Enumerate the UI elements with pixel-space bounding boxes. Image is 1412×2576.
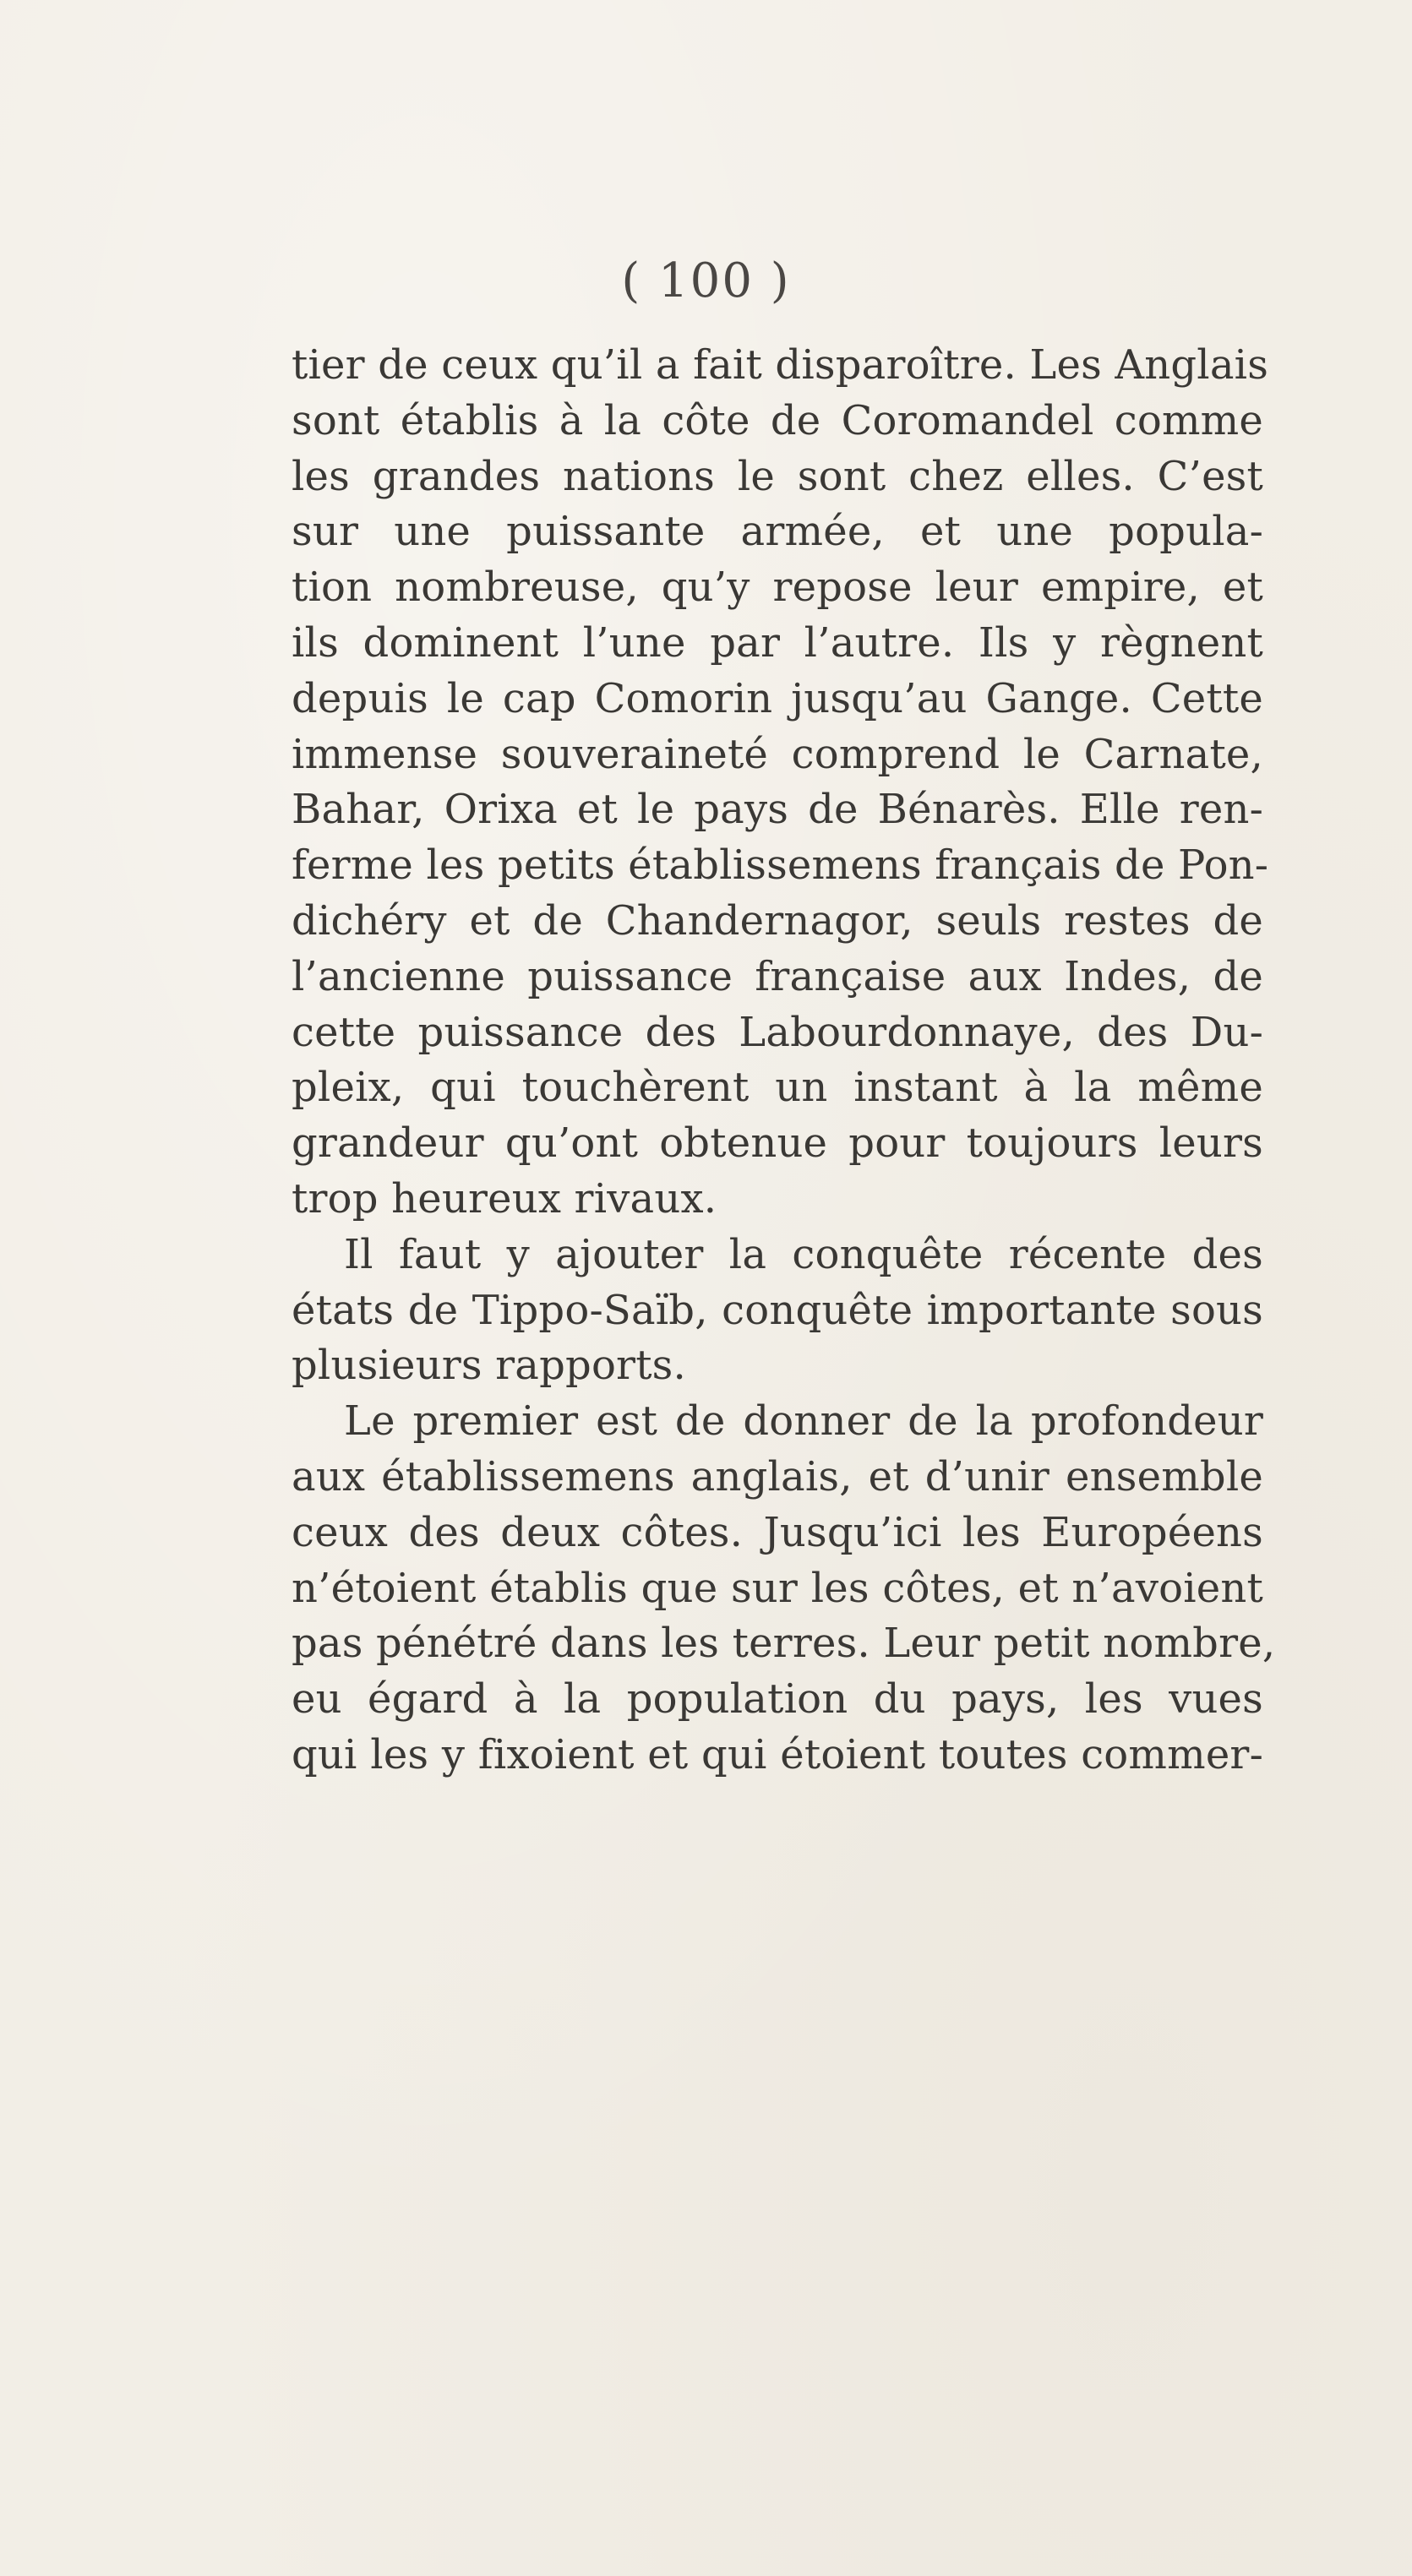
text-line: sont établis à la côte de Coromandel comme	[292, 396, 1263, 444]
text-line: trop heureux rivaux.	[292, 1174, 717, 1223]
text-line: Bahar, Orixa et le pays de Bénarès. Elle ren-	[292, 786, 1263, 834]
text-line: ceux des deux côtes. Jusqu’ici les Européens	[292, 1508, 1263, 1556]
text-line: cette puissance des Labourdonnaye, des Du-	[292, 1008, 1263, 1056]
text-line: pas pénétré dans les terres. Leur petit nombre,	[292, 1620, 1276, 1668]
text-line: n’étoient établis que sur les côtes, et n’avoient	[292, 1564, 1263, 1612]
text-line: l’ancienne puissance française aux Indes, de	[292, 952, 1263, 1000]
text-line: Il faut y ajouter la conquête récente des	[344, 1230, 1263, 1278]
page-number: ( 100 )	[621, 253, 791, 308]
text-line: états de Tippo-Saïb, conquête importante sous	[292, 1286, 1263, 1334]
text-line: dichéry et de Chandernagor, seuls restes de	[292, 896, 1263, 945]
text-line: eu égard à la population du pays, les vues	[292, 1675, 1263, 1724]
text-line: ferme les petits établissemens français de Pon-	[292, 841, 1269, 890]
text-line: Le premier est de donner de la profondeur	[344, 1397, 1263, 1446]
text-line: pleix, qui touchèrent un instant à la même	[292, 1064, 1263, 1112]
text-line: grandeur qu’ont obtenue pour toujours leurs	[292, 1119, 1263, 1168]
text-line: immense souveraineté comprend le Carnate,	[292, 730, 1263, 778]
text-line: aux établissemens anglais, et d’unir ensemble	[292, 1452, 1263, 1500]
text-line: tier de ceux qu’il a fait disparoître. Les Anglais	[292, 341, 1269, 389]
body-text	[292, 338, 1276, 1784]
text-line: les grandes nations le sont chez elles. C’est	[292, 452, 1263, 500]
text-line: plusieurs rapports.	[292, 1342, 686, 1390]
text-line: ils dominent l’une par l’autre. Ils y règnent	[292, 618, 1263, 667]
text-line: qui les y fixoient et qui étoient toutes commer-	[292, 1730, 1263, 1778]
text-line: sur une puissante armée, et une popula-	[292, 508, 1263, 556]
text-line: tion nombreuse, qu’y repose leur empire, et	[292, 564, 1263, 612]
text-line: depuis le cap Comorin jusqu’au Gange. Cette	[292, 674, 1263, 722]
